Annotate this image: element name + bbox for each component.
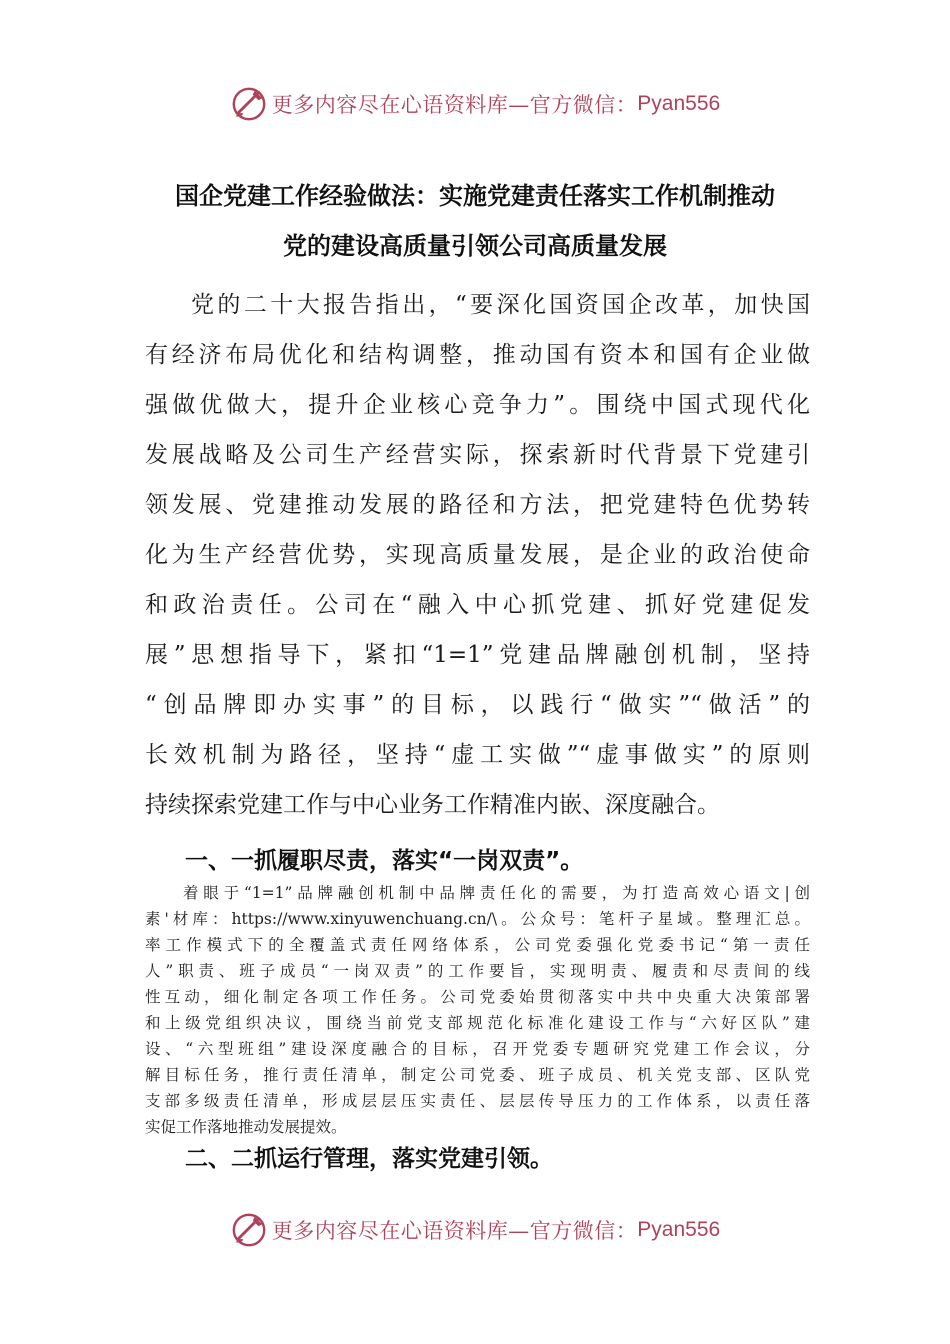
intro-line: 强做优做大，提升企业核心竞争力”。围绕中国式现代化 [145,392,810,418]
section-1-paragraph [145,880,810,1140]
section-1-line: 素'材库：https://www.xinyuwenchuang.cn/\。公众号：笔杆子星域。整理汇总。 [145,910,810,928]
intro-line: “创品牌即办实事”的目标，以践行“做实”“做活”的 [145,692,810,718]
banner-text: 更多内容尽在心语资料库—官方微信： [271,1219,638,1243]
watermark-banner-bottom [0,1208,950,1252]
section-1-line: 支部多级责任清单，形成层层压实责任、层层传导压力的工作体系，以责任落 [145,1092,810,1110]
watermark-banner-top [0,82,950,126]
section-1-line: 着眼于“1=1”品牌融创机制中品牌责任化的需要，为打造高效心语文|创 [183,884,810,902]
section-1-line: 性互动，细化制定各项工作任务。公司党委始贯彻落实中共中央重大决策部署 [145,988,810,1006]
section-1-line: 实促工作落地推动发展提效。 [145,1118,347,1136]
section-1-line: 设、“六型班组”建设深度融合的目标，召开党委专题研究党建工作会议，分 [145,1040,810,1058]
intro-line: 有经济布局优化和结构调整，推动国有资本和国有企业做 [145,342,810,368]
intro-line: 化为生产经营优势，实现高质量发展，是企业的政治使命 [145,542,810,568]
intro-paragraph [145,280,810,830]
document-title-line-2: 党的建设高质量引领公司高质量发展 [283,232,667,260]
intro-line: 党的二十大报告指出，“要深化国资国企改革，加快国 [191,292,810,318]
section-1-line: 率工作模式下的全覆盖式责任网络体系，公司党委强化党委书记“第一责任 [145,936,810,954]
section-2-heading: 二、二抓运行管理，落实党建引领。 [185,1146,553,1172]
section-1-line: 人”职责、班子成员“一岗双责”的工作要旨，实现明责、履责和尽责间的线 [145,962,810,980]
intro-line: 展”思想指导下，紧扣“1=1”党建品牌融创机制，坚持 [145,642,810,668]
banner-text: 更多内容尽在心语资料库—官方微信： [271,93,638,117]
banner-wechat-id: Pyan556 [637,92,721,115]
intro-line: 和政治责任。公司在“融入中心抓党建、抓好党建促发 [145,592,810,618]
section-1-line: 和上级党组织决议，围绕当前党支部规范化标准化建设工作与“六好区队”建 [145,1014,810,1032]
intro-line: 长效机制为路径，坚持“虚工实做”“虚事做实”的原则 [145,742,810,768]
section-1-heading: 一、一抓履职尽责，落实“一岗双责”。 [185,848,584,874]
intro-line: 发展战略及公司生产经营实际，探索新时代背景下党建引 [145,442,810,468]
banner-wechat-id: Pyan556 [637,1218,721,1241]
intro-line: 领发展、党建推动发展的路径和方法，把党建特色优势转 [145,492,810,518]
section-1-line: 解目标任务，推行责任清单，制定公司党委、班子成员、机关党支部、区队党 [145,1066,810,1084]
document-title-line-1: 国企党建工作经验做法：实施党建责任落实工作机制推动 [175,182,775,210]
pen-logo-icon [230,85,268,123]
pen-logo-icon [230,1211,268,1249]
intro-line: 持续探索党建工作与中心业务工作精准内嵌、深度融合。 [145,792,720,818]
